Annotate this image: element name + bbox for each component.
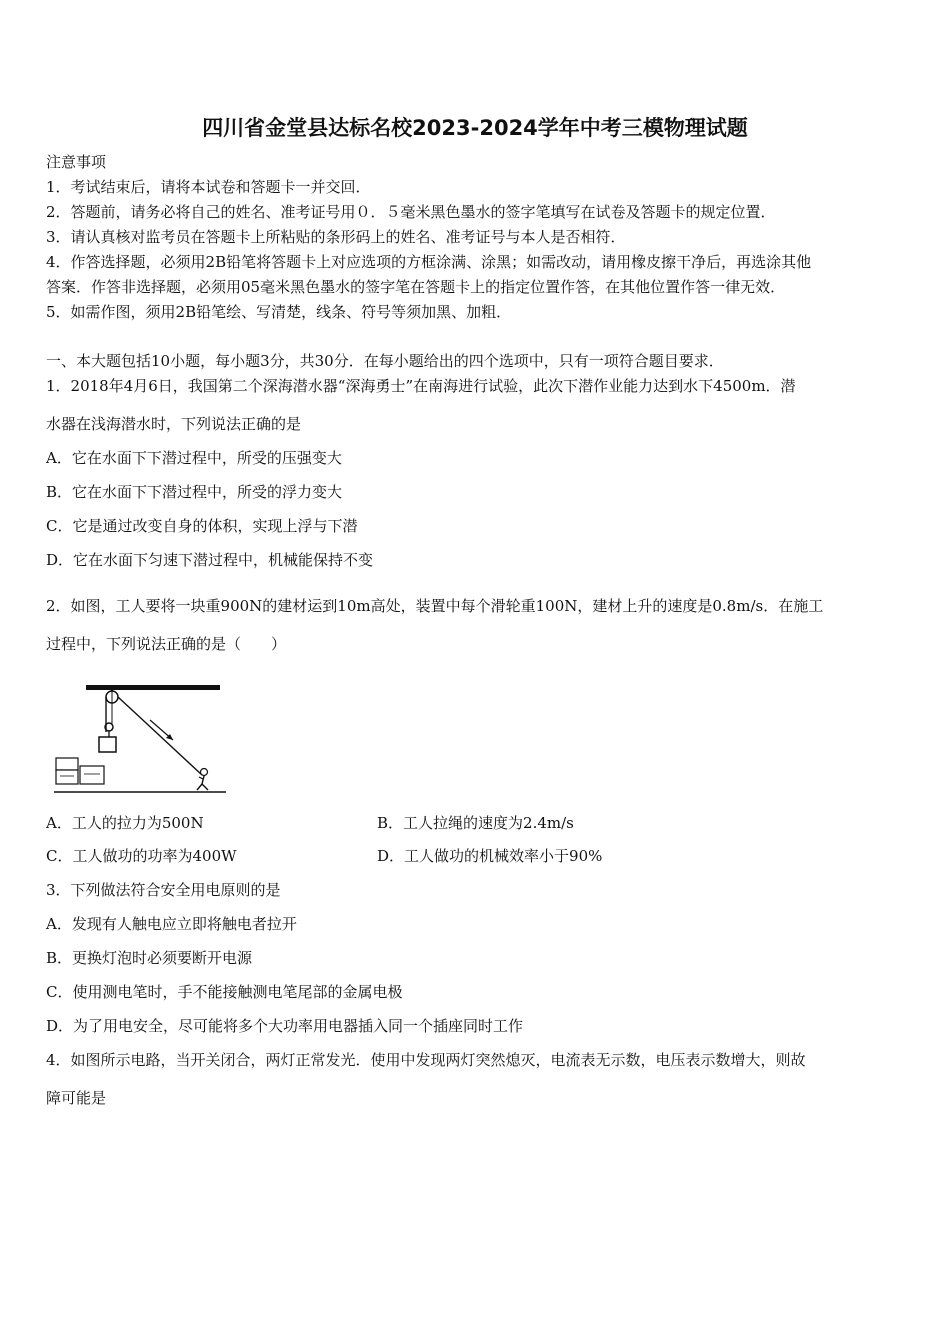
notice-item: 答案．作答非选择题，必须用05毫米黑色墨水的签字笔在答题卡上的指定位置作答，在其他位置作答一律无效．	[46, 278, 786, 296]
question-1-option-a: A．它在水面下下潜过程中，所受的压强变大	[46, 449, 342, 467]
page-title: 四川省金堂县达标名校2023-2024学年中考三模物理试题	[202, 116, 748, 140]
question-3-stem: 3．下列做法符合安全用电原则的是	[46, 881, 281, 899]
question-1-option-d: D．它在水面下匀速下潜过程中，机械能保持不变	[46, 551, 374, 569]
question-2-option-b: B．工人拉绳的速度为2.4m/s	[377, 814, 574, 832]
question-2-option-d: D．工人做功的机械效率小于90%	[377, 847, 603, 865]
question-1-option-b: B．它在水面下下潜过程中，所受的浮力变大	[46, 483, 343, 501]
question-3-option-b: B．更换灯泡时必须要断开电源	[46, 949, 253, 967]
question-1-stem: 1．2018年4月6日，我国第二个深海潜水器“深海勇士”在南海进行试验，此次下潜作业能力达到水下4500m．潜	[46, 377, 796, 395]
question-4-stem: 障可能是	[46, 1089, 107, 1107]
question-2-stem: 2．如图，工人要将一块重900N的建材运到10m高处，装置中每个滑轮重100N，建材上升的速度是0.8m/s．在施工	[46, 597, 824, 615]
question-3-option-d: D．为了用电安全，尽可能将多个大功率用电器插入同一个插座同时工作	[46, 1017, 524, 1035]
question-1-stem: 水器在浅海潜水时，下列说法正确的是	[46, 415, 302, 433]
question-3-option-c: C．使用测电笔时，手不能接触测电笔尾部的金属电极	[46, 983, 403, 1001]
notice-item: 5．如需作图，须用2B铅笔绘、写清楚，线条、符号等须加黑、加粗．	[46, 303, 512, 321]
question-2-option-c: C．工人做功的功率为400W	[46, 847, 237, 865]
notice-item: 4．作答选择题，必须用2B铅笔将答题卡上对应选项的方框涂满、涂黑；如需改动，请用橡皮擦干净后，再选涂其他	[46, 253, 812, 271]
notice-item: 1．考试结束后，请将本试卷和答题卡一并交回．	[46, 178, 371, 196]
pulley-diagram	[50, 680, 230, 800]
notice-item: 3．请认真核对监考员在答题卡上所粘贴的条形码上的姓名、准考证号与本人是否相符．	[46, 228, 626, 246]
notice-item: 2．答题前，请务必将自己的姓名、准考证号用０．５毫米黑色墨水的签字笔填写在试卷及答题卡的规定位置．	[46, 203, 776, 221]
notice-heading: 注意事项	[46, 153, 107, 171]
question-3-option-a: A．发现有人触电应立即将触电者拉开	[46, 915, 297, 933]
question-4-stem: 4．如图所示电路，当开关闭合，两灯正常发光．使用中发现两灯突然熄灭，电流表无示数，电压表示数增大，则故	[46, 1051, 806, 1069]
question-2-option-a: A．工人的拉力为500N	[46, 814, 204, 832]
question-2-stem: 过程中，下列说法正确的是（ ）	[46, 635, 287, 653]
section-heading: 一、本大题包括10小题，每小题3分，共30分．在每小题给出的四个选项中，只有一项符合题目要求．	[46, 352, 724, 370]
question-1-option-c: C．它是通过改变自身的体积，实现上浮与下潜	[46, 517, 358, 535]
